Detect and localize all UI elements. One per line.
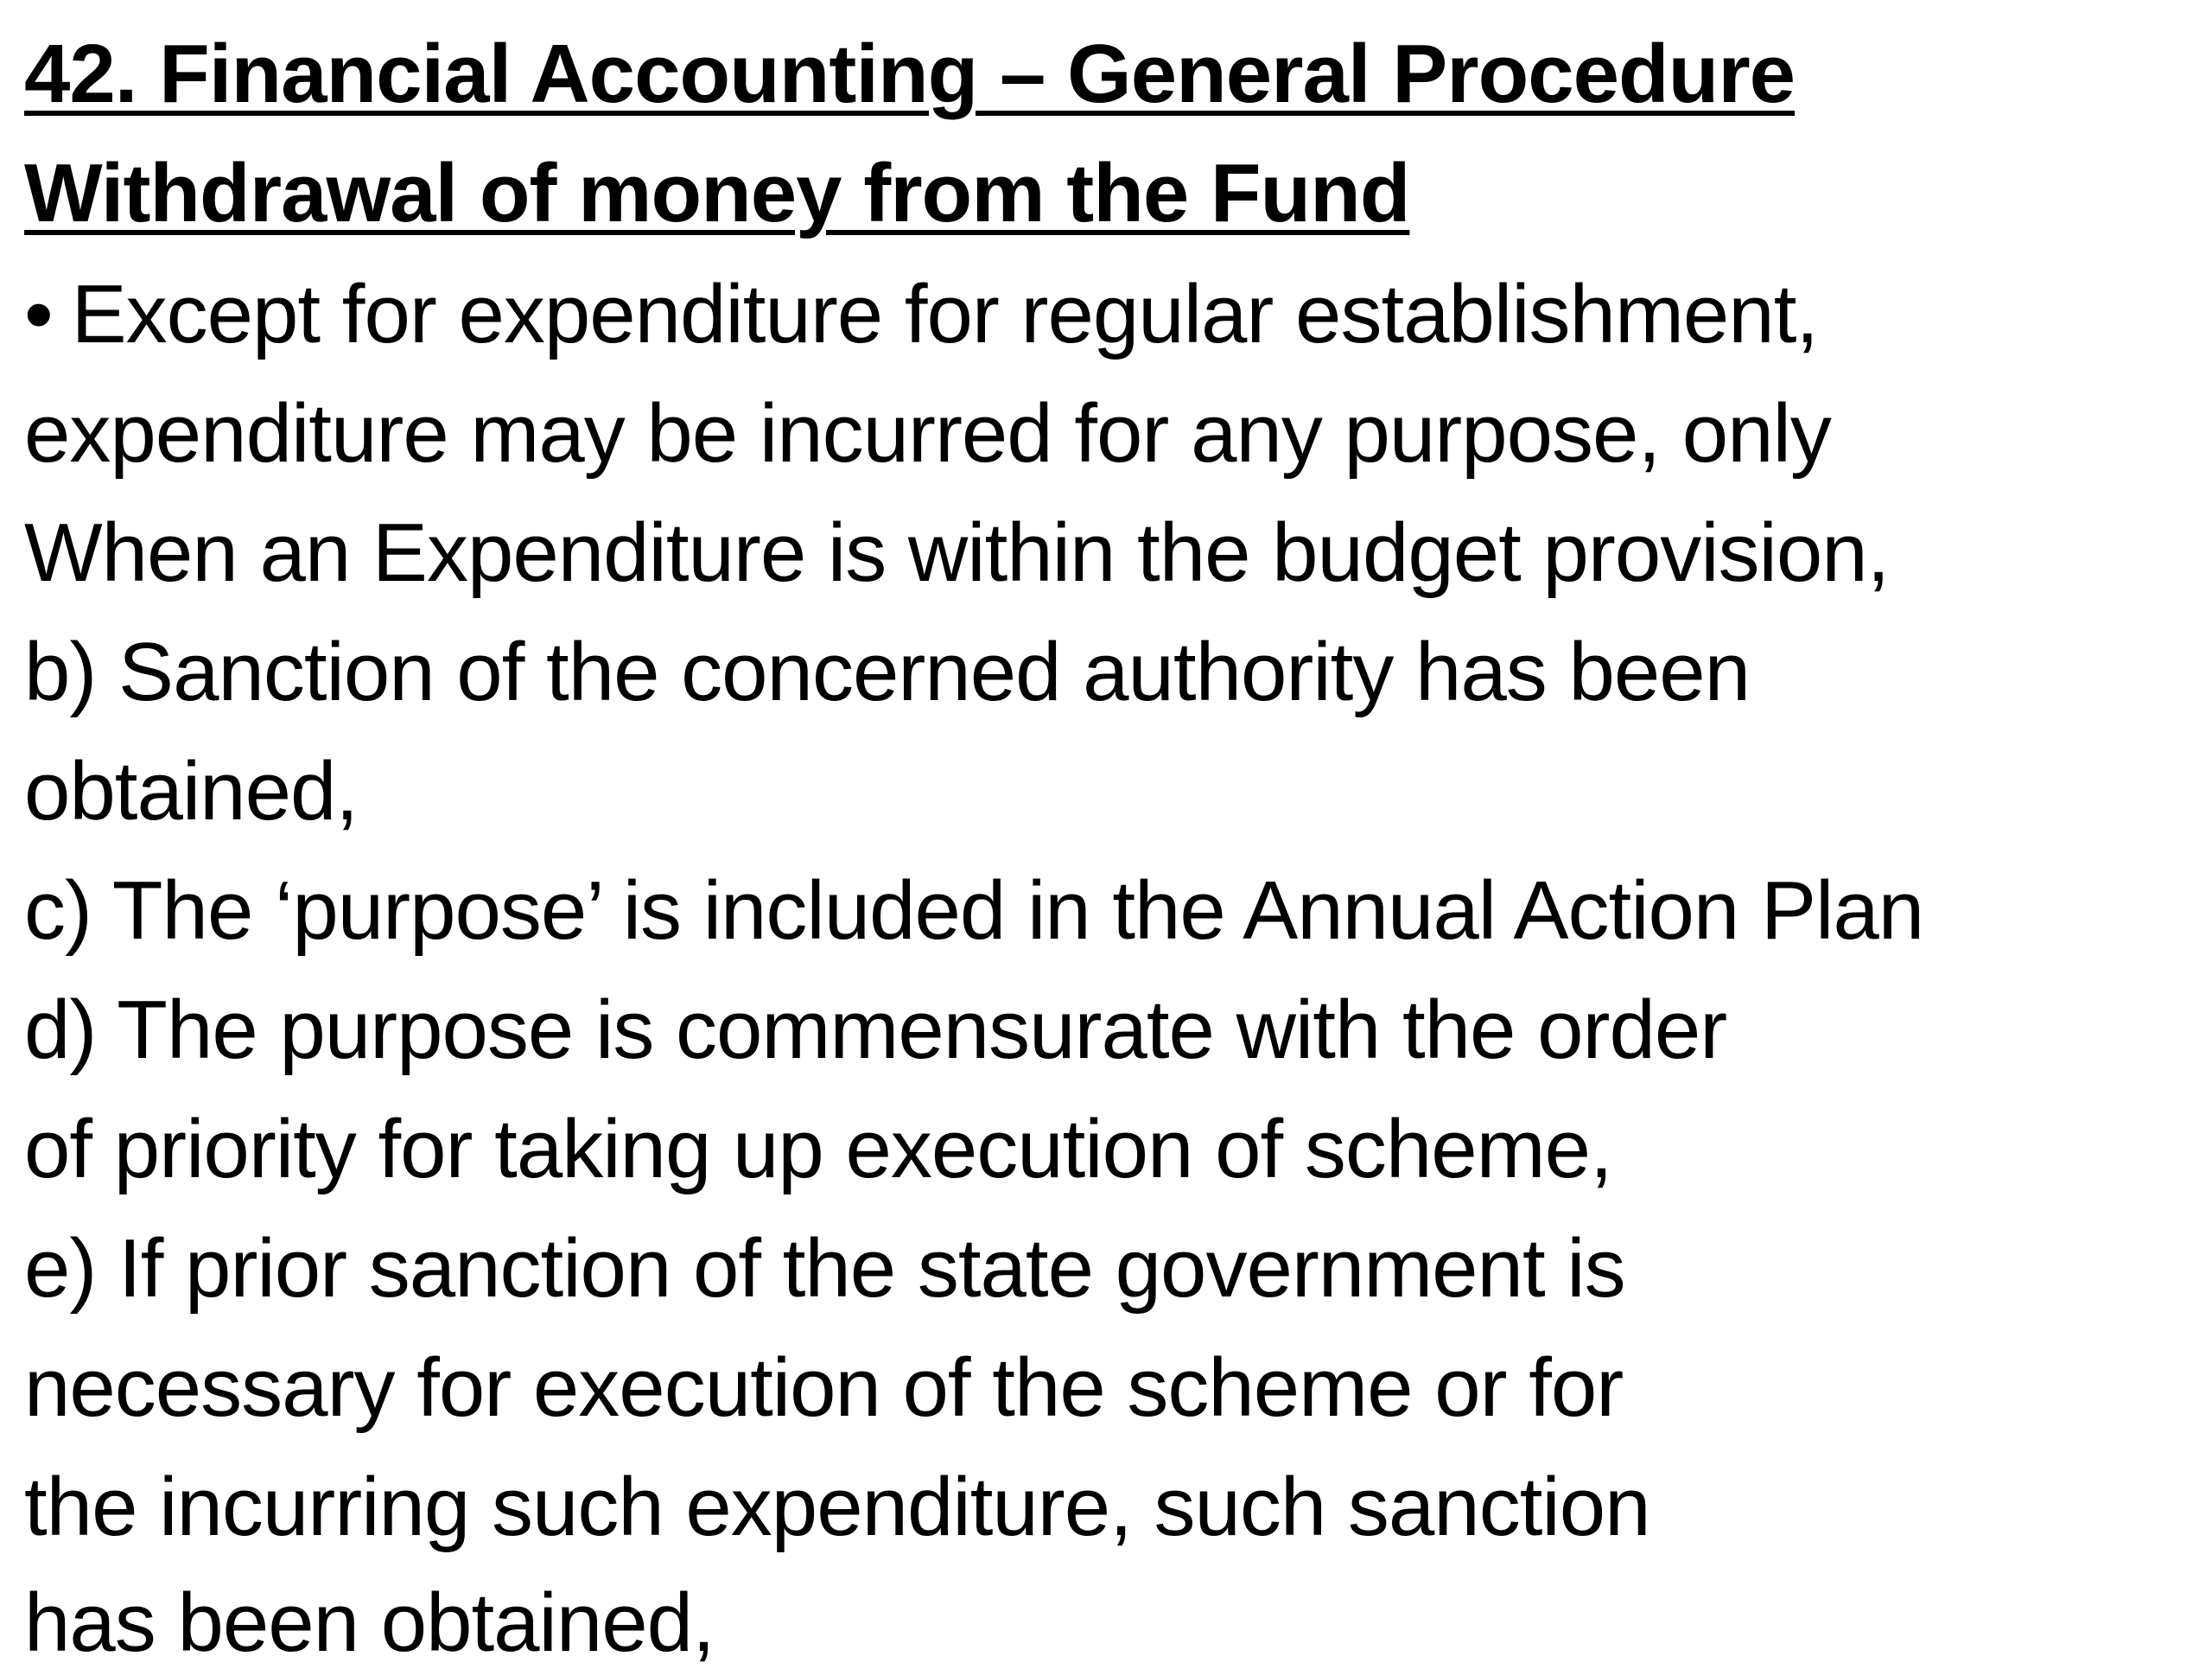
condition-c: c) The ‘purpose’ is included in the Annual Action Plan bbox=[24, 864, 1924, 957]
condition-e: e) If prior sanction of the state government is bbox=[24, 1222, 1625, 1315]
slide-title: 42. Financial Accounting – General Procedure bbox=[24, 28, 1796, 120]
body-line: Except for expenditure for regular establishment, bbox=[71, 268, 1819, 360]
body-line: of priority for taking up execution of scheme, bbox=[24, 1103, 1612, 1195]
bullet-item bbox=[24, 268, 1819, 360]
condition-d: d) The purpose is commensurate with the order bbox=[24, 984, 1727, 1076]
body-line: expenditure may be incurred for any purpose, only bbox=[24, 387, 1831, 480]
slide-subtitle: Withdrawal of money from the Fund bbox=[24, 147, 1410, 239]
body-line: has been obtained, bbox=[24, 1577, 715, 1669]
body-line: obtained, bbox=[24, 745, 359, 838]
bullet-icon: • bbox=[24, 268, 53, 360]
body-line: the incurring such expenditure, such sanction bbox=[24, 1461, 1650, 1553]
body-line: When an Expenditure is within the budget provision, bbox=[24, 506, 1890, 599]
body-line: necessary for execution of the scheme or for bbox=[24, 1341, 1624, 1434]
condition-b: b) Sanction of the concerned authority has been bbox=[24, 626, 1751, 718]
